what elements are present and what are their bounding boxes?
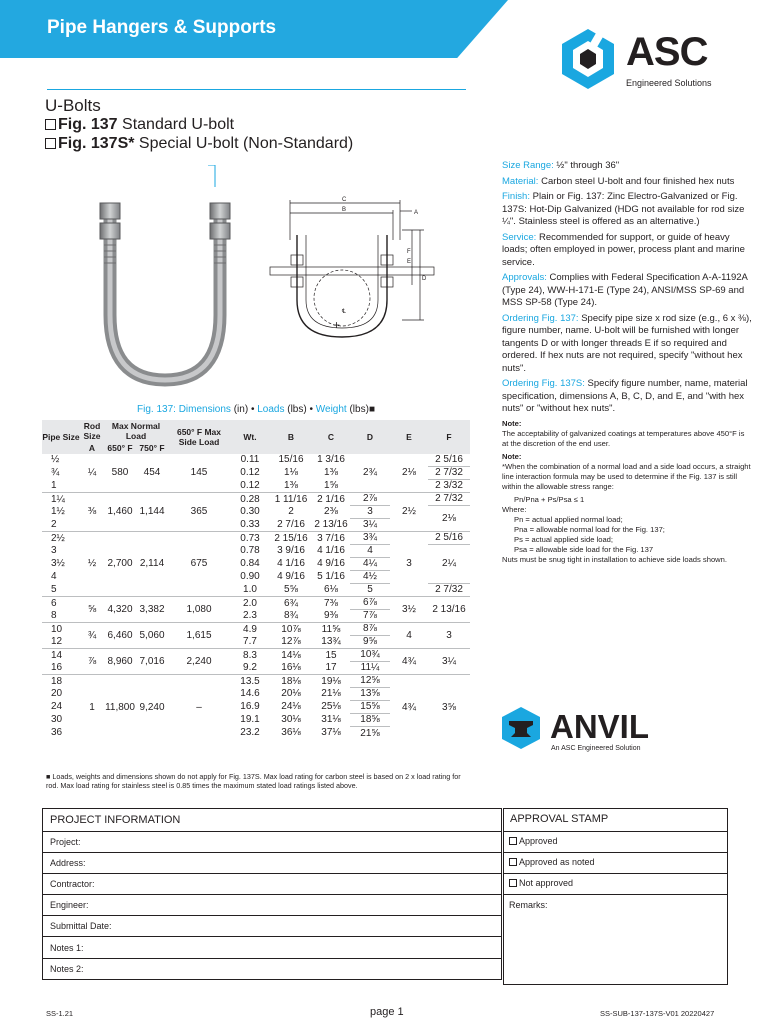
dim-c-cell: 17 <box>325 662 337 674</box>
dim-c-cell: 1⅝ <box>324 480 338 492</box>
table-row <box>42 675 470 688</box>
dim-b-cell: 15/16 <box>278 454 304 466</box>
pipe-size-cell: 5 <box>51 584 57 596</box>
approval-stamp <box>503 808 728 985</box>
project-info-table <box>42 808 502 980</box>
pipe-size-cell: 30 <box>51 714 63 726</box>
dim-f-cell: 2 5/16 <box>435 454 463 466</box>
dim-e-cell: 4¾ <box>390 649 428 675</box>
dim-c-cell: 19⅛ <box>312 675 350 688</box>
col-rod-size: Rod Size <box>80 420 104 442</box>
dim-b-cell: 8¾ <box>284 610 298 622</box>
dim-d-cell: 3¼ <box>350 519 390 532</box>
note-1-title: Note: <box>502 418 522 428</box>
fig-137-label: Fig. 137 <box>58 116 118 133</box>
pipe-size-cell: 12 <box>51 636 63 648</box>
dim-b-cell: 6¾ <box>270 597 312 610</box>
dim-c-cell: 9⅜ <box>324 610 338 622</box>
dim-label-c: C <box>342 197 347 203</box>
weight-cell: 23.2 <box>240 727 260 739</box>
table-caption: Fig. 137: Dimensions (in) • Loads (lbs) • Weight (lbs)■ <box>137 404 375 415</box>
spec-text: Carbon steel U-bolt and four finished hex nuts <box>538 175 735 187</box>
weight-cell: 4.9 <box>230 623 270 636</box>
dim-c-cell: 1⅜ <box>324 467 338 479</box>
weight-cell: 0.33 <box>240 519 260 531</box>
approval-option-label: Approved as noted <box>519 857 595 867</box>
project-row <box>43 916 502 937</box>
rod-size-cell: ½ <box>80 532 104 597</box>
project-field-label[interactable]: Notes 2: <box>43 958 502 979</box>
spec-label: Material: <box>502 175 539 187</box>
project-row <box>43 874 502 895</box>
pipe-size-cell: 6 <box>42 597 80 610</box>
side-load-cell: 1,080 <box>168 597 230 623</box>
approval-option-label: Approved <box>519 836 558 846</box>
table-footnote: ■ Loads, weights and dimensions shown do not apply for Fig. 137S. Max load rating for carbon steel is based on 2 x load rating for rod. Max load rating for stainless steel is 0.85 times the maximum stated load ratings listed above. <box>46 772 461 790</box>
dim-c-cell: 25⅛ <box>321 701 341 713</box>
dim-d-cell: 3¾ <box>350 532 390 545</box>
pipe-size-cell: 1¼ <box>42 493 80 506</box>
fig-137s-title <box>45 135 353 153</box>
dim-b-cell: 3 9/16 <box>277 545 305 557</box>
dim-e-cell: 4 <box>390 623 428 649</box>
dim-b-cell: 30⅛ <box>281 714 301 726</box>
dim-c-cell: 15 <box>312 649 350 662</box>
dim-f-cell: 2 5/16 <box>428 532 470 545</box>
anvil-tagline: An ASC Engineered Solution <box>551 745 641 752</box>
pipe-size-cell: 14 <box>42 649 80 662</box>
dim-b-cell: 10⅞ <box>270 623 312 636</box>
dim-c-cell: 4 9/16 <box>317 558 345 570</box>
dim-d-cell: 5 <box>350 584 390 597</box>
weight-cell: 0.12 <box>240 480 260 492</box>
dim-c-cell: 11⅝ <box>312 623 350 636</box>
project-row <box>43 853 502 874</box>
spec-label: Finish: <box>502 191 530 202</box>
definition-1: Pn = actual applied normal load; <box>514 514 623 524</box>
dim-d-cell: 13⅝ <box>350 688 390 701</box>
interaction-formula: Pn/Pna + Ps/Psa ≤ 1 <box>514 494 585 504</box>
weight-cell: 8.3 <box>230 649 270 662</box>
dim-d-cell: 21⅝ <box>350 727 390 740</box>
pipe-size-cell: 36 <box>51 727 63 739</box>
spec-label: Approvals: <box>502 272 547 283</box>
spec-label: Ordering Fig. 137: <box>502 312 579 324</box>
table-row <box>42 454 470 467</box>
fig-137-title <box>45 116 234 134</box>
dim-f-cell: 3¼ <box>428 649 470 675</box>
normal-load-750-cell: 7,016 <box>136 649 168 675</box>
dim-f-cell: 2 7/32 <box>428 584 470 597</box>
normal-load-750-cell: 5,060 <box>136 623 168 649</box>
definition-3: Ps = actual applied side load; <box>514 534 613 544</box>
pipe-size-cell: 24 <box>51 701 63 713</box>
footer-page: page 1 <box>370 1006 404 1018</box>
notes-block <box>502 419 752 565</box>
col-c: C <box>312 420 350 454</box>
dim-d-cell: 3 <box>350 506 390 519</box>
normal-load-750-cell: 1,144 <box>136 493 168 532</box>
normal-load-650-cell: 2,700 <box>104 532 136 597</box>
col-d: D <box>350 420 390 454</box>
note-1-text: The acceptability of galvanized coatings at temperatures above 450°F is at the discretion of the end user. <box>502 428 745 448</box>
pipe-size-cell: 10 <box>42 623 80 636</box>
weight-cell: 0.11 <box>240 454 260 466</box>
footer-doc-id: SS-SUB-137-137S-V01 20220427 <box>600 1009 715 1018</box>
dim-b-cell: 20⅛ <box>281 688 301 700</box>
definition-4: Psa = allowable side load for the Fig. 137 <box>514 544 654 554</box>
page-title: Pipe Hangers & Supports <box>47 17 277 38</box>
rod-size-cell: ⅜ <box>80 493 104 532</box>
weight-cell: 1.0 <box>243 584 257 596</box>
dim-f-cell: 3⅝ <box>428 675 470 740</box>
dim-f-cell: 2⅛ <box>428 506 470 532</box>
side-load-cell: – <box>168 675 230 740</box>
dim-c-cell: 6⅛ <box>324 584 338 596</box>
dim-c-cell: 1 3/16 <box>317 454 345 466</box>
col-650: 650° F <box>104 442 136 454</box>
dim-d-cell: 2⅞ <box>350 493 390 506</box>
project-row <box>43 937 502 958</box>
dim-d-cell: 6⅞ <box>350 597 390 610</box>
weight-cell: 13.5 <box>230 675 270 688</box>
dim-b-cell: 14⅛ <box>270 649 312 662</box>
weight-cell: 19.1 <box>240 714 260 726</box>
side-load-cell: 1,615 <box>168 623 230 649</box>
note-2-title: Note: <box>502 451 522 461</box>
dim-c-cell: 2 1/16 <box>312 493 350 506</box>
dim-b-cell: 2 7/16 <box>277 519 305 531</box>
title-rule <box>47 89 466 90</box>
col-pipe-size: Pipe Size <box>42 420 80 454</box>
dim-c-cell: 37⅛ <box>321 727 341 739</box>
dim-d-cell: 2¾ <box>363 467 377 479</box>
asc-logo <box>556 27 736 93</box>
centerline-label: ℄ <box>342 309 346 315</box>
centerline-cross: + <box>333 318 341 332</box>
dim-b-cell: 18⅛ <box>270 675 312 688</box>
dim-b-cell: 5⅝ <box>284 584 298 596</box>
col-750: 750° F <box>136 442 168 454</box>
approval-checkbox[interactable] <box>509 837 517 845</box>
col-rod-a: A <box>80 442 104 454</box>
dim-b-cell: 4 1/16 <box>277 558 305 570</box>
dim-c-cell: 5 1/16 <box>317 571 345 583</box>
pipe-size-cell: 20 <box>51 688 63 700</box>
dim-b-cell: 1⅛ <box>284 467 298 479</box>
normal-load-650-cell: 1,460 <box>104 493 136 532</box>
normal-load-750-cell: 2,114 <box>136 532 168 597</box>
dim-c-cell: 3 7/16 <box>312 532 350 545</box>
weight-cell: 0.78 <box>240 545 260 557</box>
dim-f-cell: 2 7/32 <box>428 467 470 480</box>
fig-137s-label: Fig. 137S* <box>58 135 135 152</box>
where-label: Where: <box>502 504 527 514</box>
spec-list <box>502 160 752 565</box>
normal-load-750-cell: 454 <box>143 467 161 479</box>
approval-checkbox[interactable] <box>509 879 517 887</box>
dim-label-e: E <box>407 259 412 265</box>
approval-option[interactable] <box>504 832 727 853</box>
side-load-cell: 2,240 <box>168 649 230 675</box>
section-title: U-Bolts <box>45 96 101 115</box>
project-field-label[interactable]: Contractor: <box>43 874 502 895</box>
dim-c-cell: 7⅜ <box>312 597 350 610</box>
dim-c-cell: 2⅜ <box>324 506 338 518</box>
dim-d-cell: 4½ <box>350 571 390 584</box>
fig-137-desc: Standard U-bolt <box>117 116 235 133</box>
dim-b-cell: 2 <box>288 506 294 518</box>
project-field-label[interactable]: Engineer: <box>43 895 502 916</box>
dim-label-d: D <box>422 276 427 282</box>
dim-d-cell: 9⅝ <box>350 636 390 649</box>
normal-load-650-cell: 11,800 <box>104 675 136 740</box>
rod-size-cell: 1 <box>80 675 104 740</box>
spec-text: Specify pipe size x rod size (e.g., 6 x ⅜), figure number, name. U-bolt will be furnished with longer tangents D or with longer threads E if so required and ordered. If hex nuts are not required, specify "without hex nuts". <box>502 312 752 374</box>
dim-f-cell: 2 13/16 <box>428 597 470 623</box>
side-load-cell: 145 <box>190 467 208 479</box>
weight-cell: 16.9 <box>240 701 260 713</box>
project-field-label[interactable]: Submittal Date: <box>43 916 502 937</box>
pipe-size-cell: 4 <box>51 571 57 583</box>
dim-d-cell: 10¾ <box>350 649 390 662</box>
spec-label: Ordering Fig. 137S: <box>502 378 585 389</box>
rod-size-cell: ⅞ <box>80 649 104 675</box>
approval-option-label: Not approved <box>519 878 574 888</box>
dim-d-cell: 15⅝ <box>350 701 390 714</box>
spec-text: Complies with Federal Specification A-A-1192A (Type 24), WW-H-171-E (Type 24), ANSI/MSS SP-69 and MSS SP-58 (Type 24). <box>502 272 748 308</box>
dim-b-cell: 4 9/16 <box>277 571 305 583</box>
dim-e-cell: 3½ <box>390 597 428 623</box>
remarks-label[interactable]: Remarks: <box>509 900 548 910</box>
project-field-label[interactable]: Project: <box>43 832 502 853</box>
col-side-load: 650° F Max Side Load <box>168 420 230 454</box>
dim-c-cell: 21⅛ <box>321 688 341 700</box>
spec-item <box>502 191 752 229</box>
pipe-size-cell: 8 <box>51 610 57 622</box>
spec-item <box>502 272 752 310</box>
asc-hexagon-icon <box>556 27 620 91</box>
pipe-size-cell: 1½ <box>51 506 65 518</box>
weight-cell: 2.0 <box>230 597 270 610</box>
col-weight: Wt. <box>230 420 270 454</box>
project-info-title: PROJECT INFORMATION <box>43 809 502 832</box>
dim-label-f: F <box>407 249 411 255</box>
dim-b-cell: 1⅜ <box>284 480 298 492</box>
dim-c-cell: 31⅛ <box>321 714 341 726</box>
spec-label: Service: <box>502 231 537 243</box>
spec-item <box>502 176 752 189</box>
side-load-cell: 365 <box>168 493 230 532</box>
table-row <box>42 493 470 506</box>
project-field-label[interactable]: Notes 1: <box>43 937 502 958</box>
table-row <box>42 649 470 662</box>
footer-left: SS-1.21 <box>46 1009 74 1018</box>
weight-cell: 0.30 <box>240 506 260 518</box>
project-row <box>43 895 502 916</box>
col-max-normal: Max Normal Load <box>104 420 168 442</box>
u-bolt-dimension-diagram <box>262 195 442 385</box>
dim-d-cell: 12⅝ <box>350 675 390 688</box>
dim-e-cell: 2½ <box>390 493 428 532</box>
pipe-size-cell: 16 <box>51 662 63 674</box>
weight-cell: 0.28 <box>230 493 270 506</box>
dim-c-cell: 4 1/16 <box>317 545 345 557</box>
dim-d-cell: 18⅝ <box>350 714 390 727</box>
spec-item <box>502 378 752 416</box>
dim-b-cell: 36⅛ <box>281 727 301 739</box>
col-b: B <box>270 420 312 454</box>
project-field-label[interactable]: Address: <box>43 853 502 874</box>
project-row <box>43 958 502 979</box>
approval-title: APPROVAL STAMP <box>504 809 727 832</box>
dim-b-cell: 24⅛ <box>281 701 301 713</box>
spec-text: Plain or Fig. 137: Zinc Electro-Galvanized or Fig. 137S: Hot-Dip Galvanized (HDG not available for rod size ¼". Stainless steel is offered as an alternative.) <box>502 191 745 227</box>
table-row <box>42 532 470 545</box>
pipe-size-cell: 2½ <box>42 532 80 545</box>
dim-b-cell: 12⅞ <box>281 636 301 648</box>
rod-size-cell: ¾ <box>80 623 104 649</box>
dim-f-cell: 2 7/32 <box>428 493 470 506</box>
normal-load-650-cell: 8,960 <box>104 649 136 675</box>
definition-2: Pna = allowable normal load for the Fig. 137; <box>514 524 665 534</box>
spec-text: Specify figure number, name, material specification, dimensions A, B, C, D, and E, and "with hex nuts" or "without hex nuts". <box>502 378 748 414</box>
approval-option[interactable] <box>504 874 727 895</box>
dim-b-cell: 1 11/16 <box>270 493 312 506</box>
weight-cell: 0.84 <box>240 558 260 570</box>
weight-cell: 7.7 <box>243 636 257 648</box>
weight-cell: 14.6 <box>240 688 260 700</box>
dimensions-table <box>42 420 470 740</box>
pipe-size-cell: 1 <box>51 480 57 492</box>
col-f: F <box>428 420 470 454</box>
weight-cell: 2.3 <box>243 610 257 622</box>
spec-item <box>502 160 752 173</box>
dim-d-cell: 4¼ <box>350 558 390 571</box>
table-row <box>42 623 470 636</box>
dim-d-cell: 4 <box>350 545 390 558</box>
spec-text: ½" through 36" <box>553 160 620 171</box>
anvil-logo <box>500 706 660 756</box>
dim-f-cell: 2¼ <box>428 545 470 584</box>
u-bolt-photo <box>88 165 258 395</box>
dim-b-cell: 16⅛ <box>281 662 301 674</box>
normal-load-750-cell: 9,240 <box>136 675 168 740</box>
dim-label-b: B <box>342 207 347 213</box>
project-row <box>43 832 502 853</box>
dim-e-cell: 4¾ <box>390 675 428 740</box>
spec-item <box>502 313 752 376</box>
dim-b-cell: 2 15/16 <box>270 532 312 545</box>
dim-c-cell: 13¾ <box>321 636 341 648</box>
dim-e-cell: 2⅛ <box>402 467 416 479</box>
dim-d-cell: 11¼ <box>350 662 390 675</box>
side-load-cell: 675 <box>168 532 230 597</box>
note-2-text: *When the combination of a normal load and a side load occurs, a straight line interaction formula may be used to determine if the Fig. 137 is still within the allowable stress range: <box>502 461 751 491</box>
anvil-wordmark: ANVIL <box>550 708 649 745</box>
approval-option[interactable] <box>504 853 727 874</box>
dim-c-cell: 2 13/16 <box>314 519 348 531</box>
pipe-size-cell: ½ <box>51 454 60 466</box>
dim-d-cell: 7⅞ <box>350 610 390 623</box>
nuts-note: Nuts must be snug tight in installation to achieve side loads shown. <box>502 554 727 564</box>
col-e: E <box>390 420 428 454</box>
approval-checkbox[interactable] <box>509 858 517 866</box>
normal-load-650-cell: 6,460 <box>104 623 136 649</box>
pipe-size-cell: ¾ <box>51 467 60 479</box>
weight-cell: 0.90 <box>240 571 260 583</box>
fig-137s-desc: Special U-bolt (Non-Standard) <box>134 135 354 152</box>
pipe-size-cell: 18 <box>42 675 80 688</box>
normal-load-750-cell: 3,382 <box>136 597 168 623</box>
asc-wordmark: ASC <box>626 30 708 74</box>
table-row <box>42 597 470 610</box>
dim-f-cell: 2 3/32 <box>428 480 470 493</box>
rod-size-cell: ⅝ <box>80 597 104 623</box>
asc-tagline: Engineered Solutions <box>626 78 712 88</box>
dim-d-cell: 8⅞ <box>350 623 390 636</box>
normal-load-650-cell: 4,320 <box>104 597 136 623</box>
pipe-size-cell: 3½ <box>51 558 65 570</box>
rod-size-cell: ¼ <box>87 467 97 479</box>
pipe-size-cell: 3 <box>51 545 57 557</box>
spec-item <box>502 232 752 270</box>
dim-f-cell: 3 <box>428 623 470 649</box>
dim-label-a: A <box>414 210 419 216</box>
pipe-size-cell: 2 <box>51 519 57 531</box>
fig-137s-checkbox[interactable] <box>45 138 56 149</box>
spec-text: Recommended for support, or guide of heavy loads; often employed in power, process plant and marine service. <box>502 231 745 268</box>
normal-load-650-cell: 580 <box>111 467 129 479</box>
spec-label: Size Range: <box>502 160 554 171</box>
weight-cell: 0.12 <box>240 467 260 479</box>
dim-e-cell: 3 <box>390 532 428 597</box>
weight-cell: 9.2 <box>243 662 257 674</box>
weight-cell: 0.73 <box>230 532 270 545</box>
fig-137-checkbox[interactable] <box>45 119 56 130</box>
anvil-icon <box>500 706 542 750</box>
